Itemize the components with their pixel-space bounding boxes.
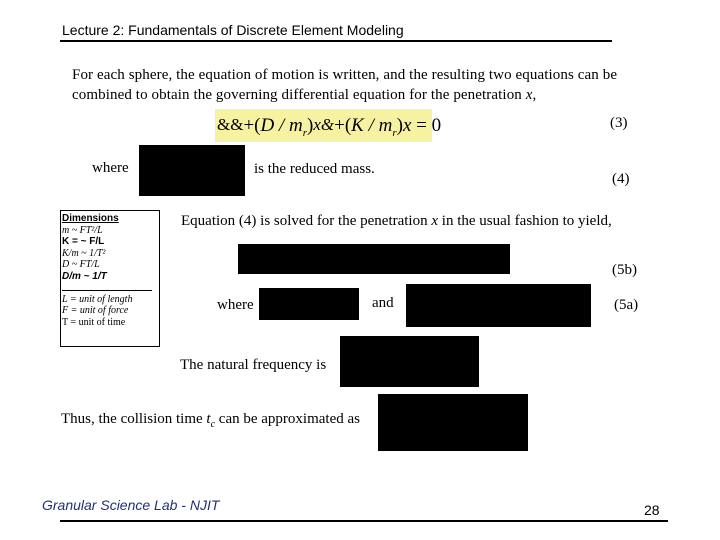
footer-lab-name: Granular Science Lab - NJIT [42,497,220,513]
redacted-where-expression [259,288,359,320]
redacted-equation-4 [139,145,245,196]
eq3-plus-1: +( [243,115,261,136]
natural-frequency-text: The natural frequency is [180,357,327,373]
reduced-mass-text: is the reduced mass. [254,161,375,177]
header-rule [60,40,612,42]
collision-sub-c: c [210,419,216,430]
redacted-collision-time [378,394,528,451]
footer-rule [60,520,668,522]
unit-time: T = unit of time [62,316,126,328]
collision-var-t: t [206,411,211,427]
intro-line-1: For each sphere, the equation of motion is written, and the resulting two equations can be [72,67,618,83]
intro-line-2 [72,85,617,105]
redacted-equation-5a [406,284,591,327]
eq3-x: x [402,115,412,136]
eq3-garble-2: x& [313,115,335,134]
eq3-close-2: ) [396,115,403,136]
slide-header [62,22,404,38]
collision-time-text [61,411,360,430]
redacted-natural-frequency [340,336,479,387]
eq3-close-1: ) [307,115,314,136]
dimension-k-over-m: K/m ~ 1/T² [62,247,106,259]
eq3-plus-2: +( [334,115,352,136]
collision-text-post: can be approximated as [215,411,360,427]
header-title-text: : Fundamentals of Discrete Element Modeling [120,22,404,38]
intro-line-2-text: combined to obtain the governing differential equation for the penetration [72,87,526,103]
eq3-equals-zero: = 0 [411,115,442,136]
eq3-d-over-m: D / m [260,115,303,136]
eq3-sub-r-2: r [392,126,397,139]
redacted-equation-5b [238,244,510,274]
equation-5a-number: (5a) [614,297,639,313]
eq3-garble-1: && [217,115,244,134]
header-lecture-label: Lecture 2 [62,22,121,38]
intro-var-x: x [525,87,533,103]
equation-3-number: (3) [610,115,628,131]
dimensions-divider [62,290,152,291]
intro-paragraph [72,65,617,105]
eq3-sub-r-1: r [302,126,308,139]
equation-4-number: (4) [612,171,630,187]
intro-line-2-end: , [532,87,537,103]
dimensions-box [60,210,160,347]
dimension-k: K = ~ F/L [62,236,105,248]
collision-text-pre: Thus, the collision time [61,411,207,427]
and-label: and [372,295,394,311]
dimension-m: m ~ FT²/L [62,224,103,236]
equation-5b-number: (5b) [612,262,637,278]
solution-text-pre: Equation (4) is solved for the penetration [181,213,432,229]
solution-text [181,213,612,230]
solution-text-post: in the usual fashion to yield, [438,213,612,229]
where-label-1: where [92,160,129,176]
unit-length: L = unit of length [62,293,133,305]
dimensions-title: Dimensions [62,213,119,224]
unit-force: F = unit of force [62,305,129,317]
dimension-d: D ~ FT/L [62,259,100,271]
dimension-d-over-m: D/m ~ 1/T [62,270,107,282]
solution-var-x: x [431,213,439,229]
equation-3-image [215,109,442,142]
eq3-k-over-m: K / m [351,115,393,136]
where-label-2: where [217,297,254,313]
page-number: 28 [644,502,660,518]
